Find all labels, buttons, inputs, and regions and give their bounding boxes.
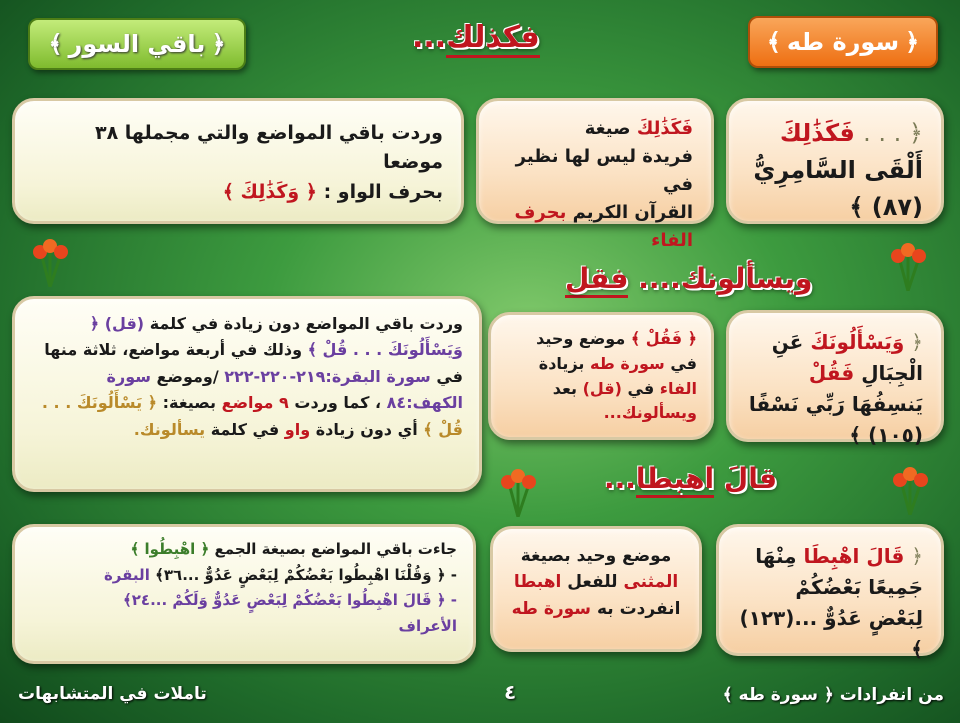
red-1: ٩ مواضع [221, 393, 289, 413]
purple-4: سورة الكهف:٨٤ [106, 366, 463, 413]
red-1: سورة طه [589, 353, 665, 373]
s2-right-panel [726, 310, 944, 447]
rest-surahs-label: باقي السور [68, 30, 206, 58]
purple-2: ﴿ وَيَسْأَلُونَكَ . . . قُلْ ﴾ [89, 314, 463, 360]
verse-red: فَكَذَٰلِكَ [779, 119, 855, 147]
surah-taha-label: سورة طه [786, 28, 900, 56]
red-2: اهبطا [513, 572, 562, 593]
purple-3: سورة البقرة:٢١٩-٢٢٠-٢٢٢ [224, 366, 431, 386]
word-red: فَكَذَٰلِكَ [636, 118, 693, 139]
flower-icon [488, 462, 548, 517]
footer-left-title: تاملات في المتشابهات [18, 684, 207, 704]
word-red: ﴿ فَقُلْ ﴾ [630, 329, 697, 348]
text-4: ، كما وردت [294, 393, 382, 413]
footer-prefix: من انفرادات [839, 685, 944, 705]
heading-word: فكذلك [446, 20, 540, 58]
red-4: ويسألونك... [603, 403, 697, 423]
s2-middle-panel [488, 312, 714, 440]
gold-2: يسألونك. [133, 419, 206, 439]
verse-text-2: يَنسِفُهَا رَبِّي نَسْفًا (١٠٥) ﴾ [748, 392, 923, 447]
ornament-open: ﴿ [211, 30, 226, 58]
red-tail: بحرف الفاء [514, 201, 693, 251]
text-3: انفردت به [596, 598, 681, 619]
heading-word: قالَ [723, 462, 778, 495]
text-3: /وموضع [156, 366, 219, 386]
heading-dots: ... [604, 462, 636, 495]
footer-right-title [723, 684, 944, 705]
line-2: بحرف الواو : [323, 180, 443, 203]
text-1: جاءت باقي المواضع بصيغة الجمع [214, 540, 457, 558]
heading-dots: ... [412, 20, 447, 55]
heading-red: فقل [565, 262, 628, 298]
green-1: ﴿ اهْبِطُوا ﴾ [130, 540, 210, 558]
section-3-heading [604, 462, 777, 495]
ornament-close: ﴾ [766, 28, 781, 56]
surah-taha-button[interactable] [748, 16, 938, 68]
verse-red: وَيَسْأَلُونَكَ [810, 330, 905, 354]
verse-text: عَنِ الْجِبَالِ [771, 330, 923, 385]
red-2: واو [284, 419, 311, 439]
text-1: موضع وحيد في [536, 329, 697, 373]
flower-icon [878, 236, 938, 291]
red-2: الفاء [659, 378, 697, 398]
flower-icon [880, 460, 940, 515]
ornament: ﴿ [911, 330, 923, 354]
s3-left-panel [12, 524, 476, 664]
section-1-heading [412, 20, 540, 55]
s2-left-panel [12, 296, 482, 492]
text-1: موضع وحيد بصيغة [520, 546, 672, 566]
s3-right-panel [716, 524, 944, 661]
red-1: المثنى [623, 572, 679, 593]
flower-icon [20, 232, 80, 287]
ornament-close: ﴾ [48, 30, 63, 58]
text-2: بزيادة [538, 353, 585, 373]
text-3: في [627, 378, 655, 398]
gold-1: ﴿ يَسْأَلُونَكَ . . . قُلْ ﴾ [41, 393, 463, 439]
line-3: القرآن الكريم [572, 201, 693, 223]
ornament-open: ﴿ [905, 28, 920, 56]
section-2-heading [565, 262, 812, 295]
red-3: سورة طه [511, 598, 592, 619]
ornament: ﴿ [911, 544, 923, 568]
line-3: - ﴿ قَالَ اهْبِطُوا بَعْضُكُمْ لِبَعْضٍ عَدُوٌّ وَلَكُمْ ...٢٤﴾ [122, 591, 457, 609]
verse-red-2: فَقُلْ [808, 361, 855, 385]
s1-middle-panel [476, 98, 714, 251]
text-1: وردت باقي المواضع دون زيادة في كلمة [149, 314, 463, 333]
verse-red: قَالَ اهْبِطَا [803, 544, 905, 568]
text-4: بعد [552, 378, 577, 398]
ref-2: الأعراف [398, 616, 457, 635]
text-7: في كلمة [210, 419, 280, 439]
ref-1: البقرة [103, 565, 150, 584]
page-number: ٤ [504, 680, 517, 704]
purple-1: (قل) [104, 314, 145, 333]
line-1: صيغة [584, 118, 631, 139]
red-3: (قل) [582, 378, 622, 398]
verse-rest: أَلْقَى السَّامِرِيُّ (٨٧) ﴾ [753, 156, 923, 222]
footer-surah: ﴿ سورة طه ﴾ [722, 685, 834, 705]
rest-surahs-button[interactable] [28, 18, 246, 70]
s1-left-panel [12, 98, 464, 224]
verse-rest: مِنْهَا جَمِيعًا بَعْضُكُمْ لِبَعْضٍ عَدُوٌّ ...(١٢٣) ﴾ [739, 544, 923, 661]
line-1: وردت باقي المواضع والتي مجملها ٣٨ موضعا [94, 122, 443, 174]
text-2: للفعل [567, 572, 618, 593]
s3-middle-panel [490, 526, 702, 652]
text-6: أي دون زيادة [315, 419, 418, 439]
line-2: - ﴿ وَقُلْنَا اهْبِطُوا بَعْضُكُمْ لِبَعْضٍ عَدُوٌّ ...٣٦﴾ [155, 565, 457, 584]
word-red: ﴿ وَكَذَٰلِكَ ﴾ [222, 180, 317, 203]
heading-red: اهبطا [636, 462, 714, 498]
s1-right-panel [726, 98, 944, 224]
verse-pre: ﴿ . . . [863, 119, 923, 147]
text-5: بصيغة: [162, 393, 217, 413]
heading-word: ويسألونك.... [628, 262, 813, 295]
line-2: فريدة ليس لها نظير في [515, 145, 693, 195]
text-2: وذلك في أربعة مواضع، ثلاثة منها في [44, 340, 463, 386]
